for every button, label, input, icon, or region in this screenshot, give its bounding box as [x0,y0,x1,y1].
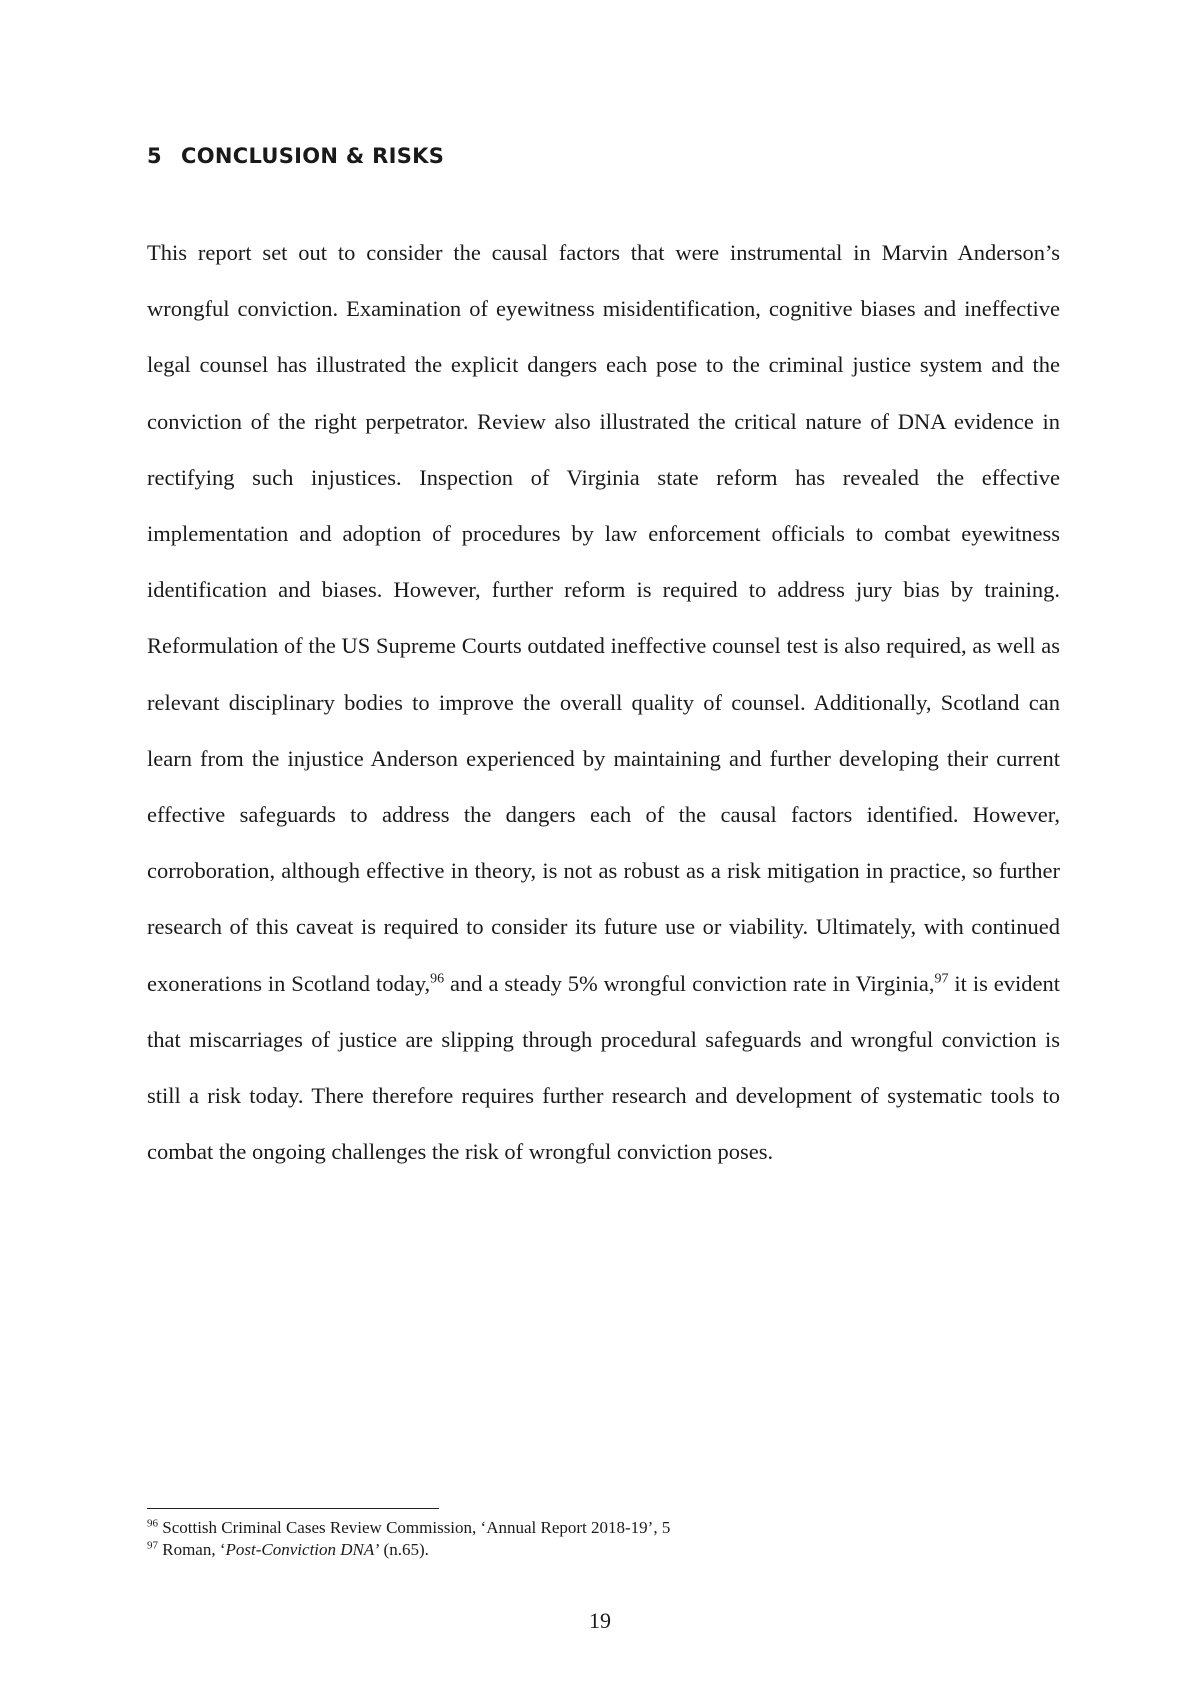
paragraph-text-part1: This report set out to consider the causal factors that were instrumental in Marvin Anderson’s wrongful conviction. Examination of eyewitness misidentification, cognitive biases and ineffective legal counsel has illustrated the explicit dangers each pose to the criminal justice system and the conviction of the right perpetrator. Review also illustrated the critical nature of DNA evidence in rectifying such injustices. Inspection of Virginia state reform has revealed the effective implementation and adoption of procedures by law enforcement officials to combat eyewitness identification and biases. However, further reform is required to address jury bias by training. Reformulation of the US Supreme Courts outdated ineffective counsel test is also required, as well as relevant disciplinary bodies to improve the overall quality of counsel. Additionally, Scotland can learn from the injustice Anderson experienced by maintaining and further developing their current effective safeguards to address the dangers each of the causal factors identified. However, corroboration, although effective in theory, is not as robust as a risk mitigation in practice, so further research of this caveat is required to consider its future use or viability. Ultimately, with continued exonerations in Scotland today, [147,240,1060,996]
conclusion-paragraph [147,225,1060,1180]
footnotes [147,1517,1060,1561]
footnote-ref-96[interactable]: 96 [430,971,445,987]
section-number: 5 [147,144,162,168]
footnote-text: Scottish Criminal Cases Review Commission, ‘Annual Report 2018-19’, 5 [158,1518,671,1537]
footnote-marker: 96 [147,1517,158,1530]
paragraph-text-part3: it is evident that miscarriages of justice are slipping through procedural safeguards and wrongful conviction is still a risk today. There therefore requires further research and development of systematic tools to combat the ongoing challenges the risk of wrongful conviction poses. [147,970,1060,1165]
paragraph-text-part2: and a steady 5% wrongful conviction rate in Virginia, [444,970,935,996]
page-number: 19 [589,1608,611,1633]
footnote-text-post: (n.65). [379,1540,429,1559]
footnote-text-pre: Roman, ‘ [158,1540,226,1559]
section-heading [147,144,444,168]
footnote-96 [147,1517,1060,1539]
footnote-text-italic: Post-Conviction DNA’ [225,1540,380,1559]
footnote-marker: 97 [147,1539,158,1552]
footnote-97 [147,1539,1060,1561]
footnote-divider [147,1508,439,1509]
section-title: CONCLUSION & RISKS [181,144,445,168]
footnote-ref-97[interactable]: 97 [934,971,949,987]
